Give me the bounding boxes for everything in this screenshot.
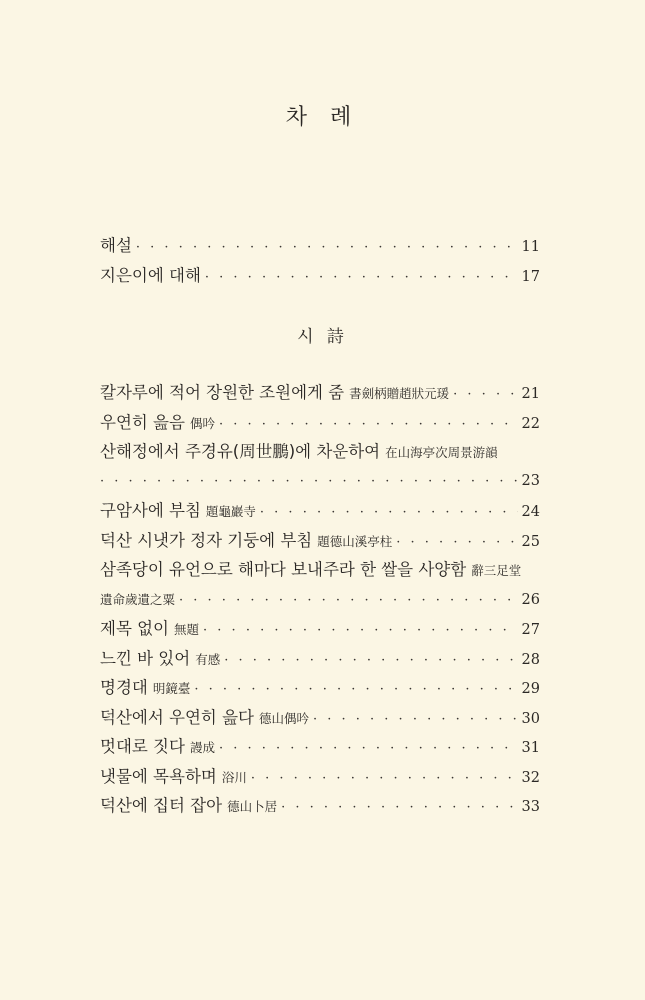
section-title: 시 詩 — [297, 327, 348, 347]
page-number: 33 — [521, 799, 540, 815]
entry-title: 우연히 읊음 — [100, 412, 185, 432]
page-number: 27 — [521, 622, 540, 638]
entry-hanja: 題龜巖寺 — [205, 504, 256, 519]
entry-title: 삼족당이 유언으로 해마다 보내주라 한 쌀을 사양함 — [100, 560, 467, 579]
toc-entry[interactable] — [100, 231, 540, 261]
leader-dots — [194, 675, 517, 703]
toc-entry[interactable] — [100, 732, 540, 762]
leader-dots — [179, 586, 518, 615]
toc-entry[interactable] — [100, 644, 540, 674]
leader-dots — [453, 380, 517, 408]
leader-dots — [396, 528, 517, 556]
toc-entry[interactable] — [100, 762, 540, 792]
page-number: 24 — [521, 504, 540, 520]
entry-title: 멋대로 짓다 — [100, 737, 185, 756]
toc-entry[interactable] — [100, 408, 540, 438]
entry-title: 느낀 바 있어 — [100, 648, 191, 668]
page-number: 23 — [521, 472, 540, 489]
page-number: 22 — [521, 415, 540, 432]
poem-list — [100, 378, 540, 821]
entry-hanja: 浴川 — [221, 769, 247, 785]
entry-title: 덕산 시냇가 정자 기둥에 부침 — [100, 530, 313, 550]
entry-hanja: 明鏡臺 — [152, 681, 191, 696]
leader-dots — [313, 705, 518, 733]
page-number: 25 — [521, 533, 540, 550]
toc-entry[interactable] — [100, 791, 540, 821]
entry-hanja: 謾成 — [189, 740, 215, 755]
leader-dots — [100, 467, 518, 497]
page-number: 32 — [521, 769, 540, 786]
entry-hanja-continued: 遺命歲遺之粟 — [100, 591, 176, 607]
entry-title: 칼자루에 적어 장원한 조원에게 줌 — [100, 383, 345, 402]
entry-title: 명경대 — [100, 678, 148, 697]
leader-dots — [219, 410, 518, 438]
entry-hanja: 德山偶吟 — [258, 710, 309, 726]
leader-dots — [224, 646, 517, 674]
leader-dots — [205, 263, 518, 291]
leader-dots — [136, 233, 518, 261]
entry-hanja: 無題 — [174, 622, 200, 637]
entry-hanja: 偶吟 — [189, 415, 215, 431]
page-number: 21 — [521, 386, 540, 402]
toc-entry[interactable] — [100, 703, 540, 733]
entry-hanja: 在山海亭次周景游韻 — [385, 445, 498, 460]
entry-hanja: 題德山溪亭柱 — [317, 533, 393, 549]
leader-dots — [219, 734, 518, 762]
page-title: 차 례 — [285, 105, 360, 130]
toc-entry-continuation — [100, 467, 540, 497]
page-number: 29 — [521, 681, 540, 697]
entry-hanja: 辭三足堂 — [471, 563, 522, 578]
toc-entry[interactable] — [100, 261, 540, 291]
page-number: 31 — [521, 740, 540, 756]
toc-entry[interactable] — [100, 496, 540, 526]
toc-entry[interactable] — [100, 437, 540, 467]
leader-dots — [203, 616, 518, 644]
entry-title: 산해정에서 주경유(周世鵬)에 차운하여 — [100, 442, 381, 461]
page-number: 11 — [521, 239, 540, 255]
entry-title: 냇물에 목욕하며 — [100, 766, 217, 786]
page-number: 17 — [521, 268, 540, 285]
entry-title: 덕산에서 우연히 읊다 — [100, 707, 254, 727]
toc-entry[interactable] — [100, 378, 540, 408]
front-matter-list — [100, 231, 540, 290]
entry-hanja: 書劍柄贈趙狀元瑗 — [349, 386, 450, 401]
leader-dots — [260, 498, 518, 526]
page-number: 30 — [521, 710, 540, 727]
toc-entry[interactable] — [100, 526, 540, 556]
page-number: 28 — [521, 651, 540, 668]
entry-title: 제목 없이 — [100, 619, 170, 638]
entry-title: 해설 — [100, 236, 132, 255]
leader-dots — [251, 764, 518, 792]
entry-hanja: 有感 — [195, 651, 221, 667]
entry-title: 구암사에 부침 — [100, 501, 201, 520]
toc-entry[interactable] — [100, 614, 540, 644]
leader-dots — [281, 793, 517, 821]
toc-entry[interactable] — [100, 555, 540, 585]
entry-title: 지은이에 대해 — [100, 265, 201, 285]
toc-entry-continuation — [100, 585, 540, 615]
entry-hanja: 德山卜居 — [227, 799, 278, 814]
page-number: 26 — [521, 591, 540, 608]
toc-entry[interactable] — [100, 673, 540, 703]
entry-title: 덕산에 집터 잡아 — [100, 796, 223, 815]
